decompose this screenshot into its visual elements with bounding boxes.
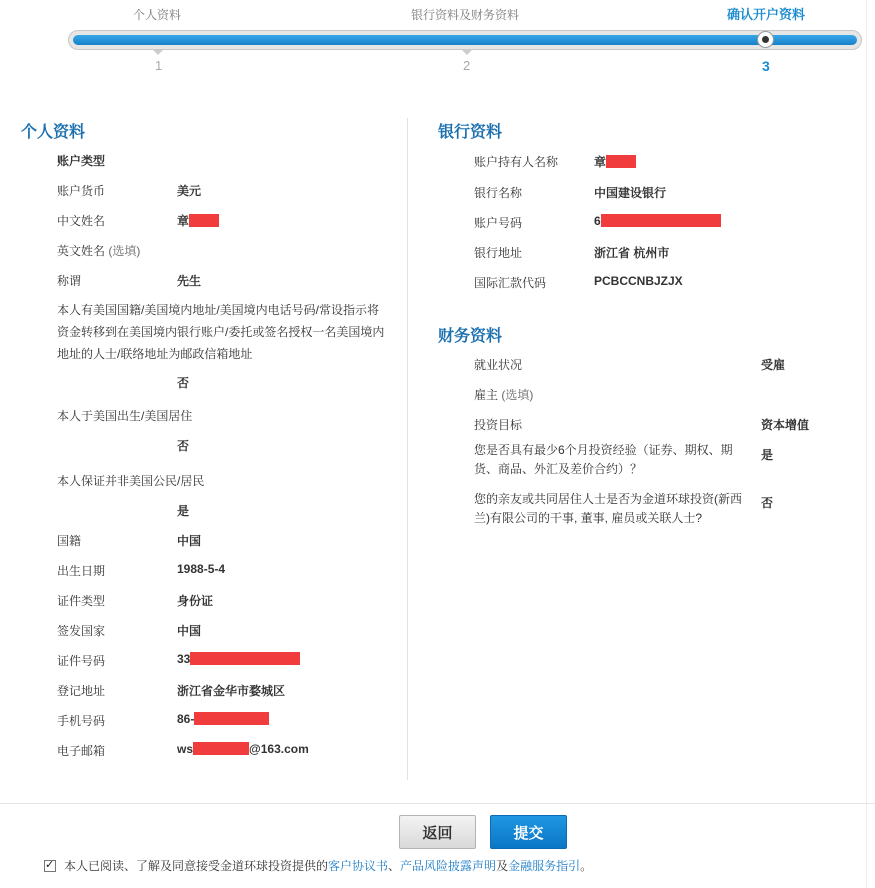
en-name-label — [57, 242, 140, 259]
us-ties-value: 否 — [177, 376, 190, 390]
id-type-label: 证件类型 — [57, 594, 106, 608]
address-value: 浙江省金华市婺城区 — [177, 684, 286, 698]
issue-country-label: 签发国家 — [57, 624, 106, 638]
account-holder-redaction — [606, 155, 636, 168]
bank-address-value: 浙江省 杭州市 — [594, 246, 670, 260]
non-us-label: 本人保证并非美国公民/居民 — [57, 474, 205, 488]
id-number-redaction — [190, 652, 300, 665]
step-2-label: 银行资料及财务资料 — [411, 8, 520, 22]
en-name-label-text: 英文姓名 — [57, 244, 106, 258]
phone-value — [177, 712, 269, 726]
relation-value: 否 — [761, 496, 774, 510]
phone-redaction — [194, 712, 269, 725]
cn-name-redaction — [189, 214, 219, 227]
currency-label: 账户货币 — [57, 184, 106, 198]
agreement-end: 。 — [580, 859, 593, 873]
address-label: 登记地址 — [57, 684, 106, 698]
client-agreement-link[interactable]: 客户协议书 — [328, 859, 389, 873]
en-name-optional: (选填) — [108, 244, 141, 258]
progress-steps — [0, 0, 875, 80]
step-1-number: 1 — [155, 58, 163, 73]
dob-value: 1988-5-4 — [177, 562, 226, 576]
step-1-tick — [153, 50, 163, 55]
finance-section-title: 财务资料 — [438, 328, 503, 345]
investment-goal-value: 资本增值 — [761, 418, 810, 432]
phone-label: 手机号码 — [57, 714, 106, 728]
cn-name-value — [177, 212, 219, 229]
id-number-value — [177, 652, 300, 666]
employer-label-text: 雇主 — [474, 388, 499, 402]
agreement-separator-2: 及 — [496, 859, 509, 873]
footer-divider — [0, 803, 875, 804]
id-number-text: 33 — [177, 652, 191, 666]
dob-label: 出生日期 — [57, 564, 106, 578]
email-value — [177, 742, 309, 756]
back-button[interactable]: 返回 — [399, 815, 476, 849]
account-number-label: 账户号码 — [474, 216, 523, 230]
us-ties-statement: 本人有美国国籍/美国境内地址/美国境内电话号码/常设指示将资金转移到在美国境内银行账户/委托或签名授权一名美国境内地址的人士/联络地址为邮政信箱地址 — [57, 303, 385, 361]
agreement-separator-1: 、 — [388, 859, 401, 873]
experience-value: 是 — [761, 448, 774, 462]
employment-label: 就业状况 — [474, 358, 523, 372]
step-2-tick — [462, 50, 472, 55]
relation-question: 您的亲友或共同居住人士是否为金道环球投资(新西兰)有限公司的干事, 董事, 雇员或关联人士? — [474, 492, 742, 525]
financial-services-guide-link[interactable]: 金融服务指引 — [508, 859, 581, 873]
page-right-border — [866, 0, 867, 888]
step-3-label: 确认开户资料 — [727, 7, 806, 22]
swift-code-label: 国际汇款代码 — [474, 276, 547, 290]
us-born-label: 本人于美国出生/美国居住 — [57, 409, 193, 423]
step-2-number: 2 — [463, 58, 471, 73]
bank-address-label: 银行地址 — [474, 246, 523, 260]
risk-disclosure-link[interactable]: 产品风险披露声明 — [400, 859, 497, 873]
personal-section-title: 个人资料 — [21, 124, 86, 141]
id-type-value: 身份证 — [177, 594, 214, 608]
salutation-value: 先生 — [177, 274, 202, 288]
submit-button[interactable]: 提交 — [490, 815, 567, 849]
bank-name-value: 中国建设银行 — [594, 186, 667, 200]
step-3-number: 3 — [762, 58, 770, 74]
account-type-label: 账户类型 — [57, 154, 106, 168]
progress-track — [68, 30, 862, 50]
email-prefix: ws — [177, 742, 194, 756]
agreement-row — [44, 857, 592, 874]
agreement-checkbox[interactable] — [44, 860, 56, 872]
account-holder-text: 章 — [594, 155, 607, 169]
nationality-value: 中国 — [177, 534, 202, 548]
step-1-label: 个人资料 — [133, 8, 182, 22]
currency-value: 美元 — [177, 184, 202, 198]
swift-code-value: PCBCCNBJZJX — [594, 274, 683, 288]
email-redaction — [193, 742, 249, 755]
investment-goal-label: 投资目标 — [474, 418, 523, 432]
cn-name-label: 中文姓名 — [57, 214, 106, 228]
bank-section-title: 银行资料 — [438, 124, 503, 141]
employer-label — [474, 386, 533, 403]
cn-name-text: 章 — [177, 214, 190, 228]
employer-optional: (选填) — [501, 388, 534, 402]
issue-country-value: 中国 — [177, 624, 202, 638]
account-holder-label: 账户持有人名称 — [474, 155, 559, 169]
email-label: 电子邮箱 — [57, 744, 106, 758]
account-number-text: 6 — [594, 214, 601, 228]
us-born-value: 否 — [177, 439, 190, 453]
column-divider — [407, 118, 408, 780]
experience-question: 您是否具有最少6个月投资经验（证券、期权、期货、商品、外汇及差价合约）？ — [474, 443, 733, 476]
current-step-knob — [757, 31, 774, 48]
phone-text: 86- — [177, 712, 195, 726]
salutation-label: 称谓 — [57, 274, 82, 288]
account-holder-value — [594, 153, 636, 170]
bank-name-label: 银行名称 — [474, 186, 523, 200]
employment-value: 受雇 — [761, 358, 786, 372]
id-number-label: 证件号码 — [57, 654, 106, 668]
agreement-text: 本人已阅读、了解及同意接受金道环球投资提供的 — [64, 859, 329, 873]
non-us-value: 是 — [177, 504, 190, 518]
nationality-label: 国籍 — [57, 534, 82, 548]
email-suffix: @163.com — [249, 742, 309, 756]
account-number-redaction — [601, 214, 721, 227]
progress-fill — [73, 35, 857, 45]
account-number-value — [594, 214, 721, 228]
